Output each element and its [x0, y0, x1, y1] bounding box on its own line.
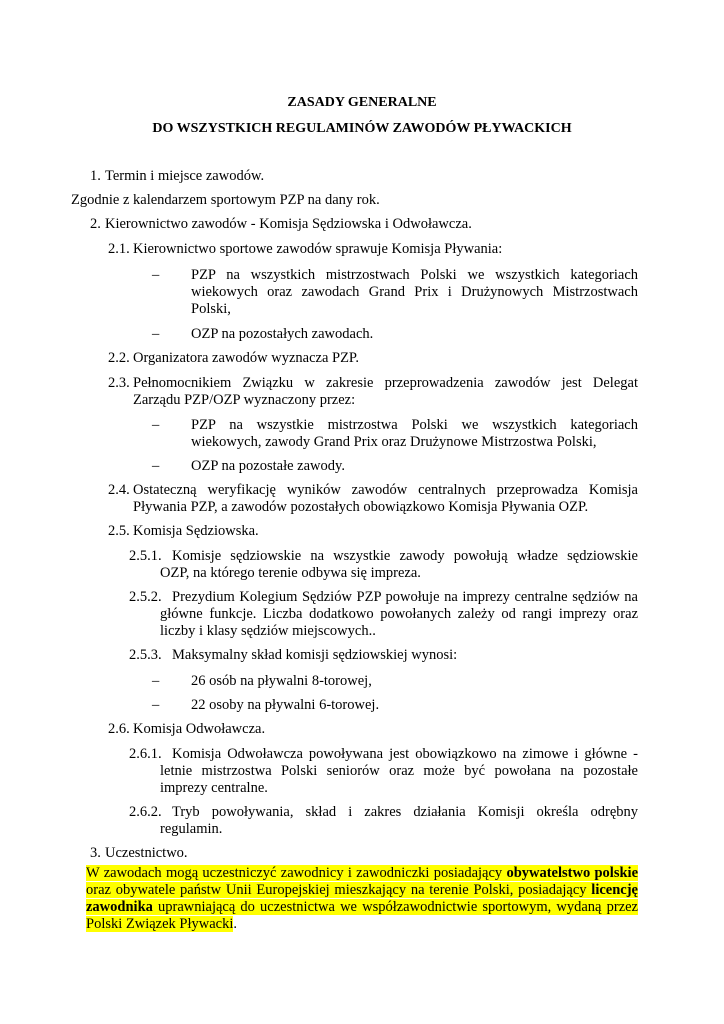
section-1-heading: Termin i miejsce zawodów. — [105, 168, 265, 184]
section-2-5-1-text: Komisje sędziowskie na wszystkie zawody powołują władze sędziowskie — [172, 548, 638, 564]
section-2-2-text: Organizatora zawodów wyznacza PZP. — [133, 350, 360, 366]
section-3-body-line — [86, 865, 638, 882]
bullet-text: wiekowych, zawody Grand Prix oraz Drużynowe Mistrzostwa Polski, — [191, 434, 597, 450]
section-2-5-2-text: Prezydium Kolegium Sędziów PZP powołuje na imprezy centralne sędziów na — [172, 589, 638, 605]
section-1-body: Zgodnie z kalendarzem sportowym PZP na dany rok. — [71, 192, 380, 208]
bold-highlighted-text: licencję — [591, 882, 638, 898]
section-2-5-2-text: liczby i klasy sędziów miejscowych.. — [160, 623, 376, 639]
section-2-number: 2. — [90, 216, 101, 232]
bullet-text: 26 osób na pływalni 8-torowej, — [191, 673, 372, 689]
section-2-6-2-text: Tryb powoływania, skład i zakres działania Komisji określa odrębny — [172, 804, 638, 820]
bullet-dash: – — [152, 326, 160, 342]
highlighted-text: oraz obywatele państw Unii Europejskiej mieszkający na terenie Polski, posiadający — [86, 882, 592, 898]
section-2-4-text: Pływania PZP, a zawodów pozostałych obowiązkowo Komisja Pływania OZP. — [133, 499, 589, 515]
section-2-3-text: Pełnomocnikiem Związku w zakresie przeprowadzenia zawodów jest Delegat — [133, 375, 638, 391]
section-3-number: 3. — [90, 845, 101, 861]
section-2-5-1-text: OZP, na którego terenie odbywa się impreza. — [160, 565, 421, 581]
bullet-text: PZP na wszystkich mistrzostwach Polski we wszystkich kategoriach — [191, 267, 638, 283]
section-2-6-2-text: regulamin. — [160, 821, 223, 837]
document-subtitle: DO WSZYSTKICH REGULAMINÓW ZAWODÓW PŁYWACKICH — [152, 121, 572, 136]
section-2-3-number: 2.3. — [108, 375, 130, 391]
section-2-5-3-number: 2.5.3. — [129, 647, 162, 663]
section-3-heading: Uczestnictwo. — [105, 845, 188, 861]
bold-highlighted-text: zawodnika — [86, 899, 153, 915]
section-2-5-text: Komisja Sędziowska. — [133, 523, 259, 539]
bullet-dash: – — [152, 673, 160, 689]
period-text: . — [233, 916, 238, 932]
bullet-dash: – — [152, 458, 160, 474]
section-3-body-line — [86, 916, 237, 933]
highlighted-text: uprawniającą do uczestnictwa we współzawodnictwie sportowym, wydaną przez — [152, 899, 638, 915]
bullet-text: wiekowych oraz zawodach Grand Prix i Drużynowych Mistrzostwach — [191, 284, 638, 300]
section-2-3-text: Zarządu PZP/OZP wyznaczony przez: — [133, 392, 356, 408]
section-2-2-number: 2.2. — [108, 350, 130, 366]
section-3-body-line — [86, 899, 638, 916]
highlighted-text: W zawodach mogą uczestniczyć zawodnicy i zawodniczki posiadający — [86, 865, 507, 881]
section-2-4-number: 2.4. — [108, 482, 130, 498]
highlighted-text: Polski Związek Pływacki — [86, 916, 234, 932]
bullet-text: OZP na pozostałe zawody. — [191, 458, 345, 474]
section-1-number: 1. — [90, 168, 101, 184]
bullet-text: Polski, — [191, 301, 231, 317]
bullet-text: 22 osoby na pływalni 6-torowej. — [191, 697, 380, 713]
section-2-5-2-text: główne funkcje. Liczba dodatkowo powołanych zależy od rangi imprezy oraz — [160, 606, 638, 622]
bold-highlighted-text: obywatelstwo polskie — [506, 865, 638, 881]
bullet-text: OZP na pozostałych zawodach. — [191, 326, 374, 342]
section-2-6-1-text: imprezy centralne. — [160, 780, 268, 796]
section-2-6-1-text: Komisja Odwoławcza powoływana jest obowiązkowo na zimowe i główne - — [172, 746, 638, 762]
section-2-5-1-number: 2.5.1. — [129, 548, 162, 564]
bullet-dash: – — [152, 697, 160, 713]
section-2-6-1-number: 2.6.1. — [129, 746, 162, 762]
section-2-6-1-text: letnie mistrzostwa Polski seniorów oraz może być powołana na pozostałe — [160, 763, 638, 779]
section-3-body-line — [86, 882, 638, 899]
bullet-dash: – — [152, 417, 160, 433]
section-2-heading: Kierownictwo zawodów - Komisja Sędziowska i Odwoławcza. — [105, 216, 472, 232]
section-2-1-number: 2.1. — [108, 241, 130, 257]
bullet-text: PZP na wszystkie mistrzostwa Polski we wszystkich kategoriach — [191, 417, 638, 433]
section-2-5-number: 2.5. — [108, 523, 130, 539]
document-title: ZASADY GENERALNE — [287, 95, 437, 110]
section-2-5-2-number: 2.5.2. — [129, 589, 162, 605]
section-2-4-text: Ostateczną weryfikację wyników zawodów centralnych przeprowadza Komisja — [133, 482, 638, 498]
section-2-6-text: Komisja Odwoławcza. — [133, 721, 266, 737]
bullet-dash: – — [152, 267, 160, 283]
section-2-6-number: 2.6. — [108, 721, 130, 737]
section-2-6-2-number: 2.6.2. — [129, 804, 162, 820]
section-2-1-text: Kierownictwo sportowe zawodów sprawuje Komisja Pływania: — [133, 241, 503, 257]
section-2-5-3-text: Maksymalny skład komisji sędziowskiej wynosi: — [172, 647, 458, 663]
